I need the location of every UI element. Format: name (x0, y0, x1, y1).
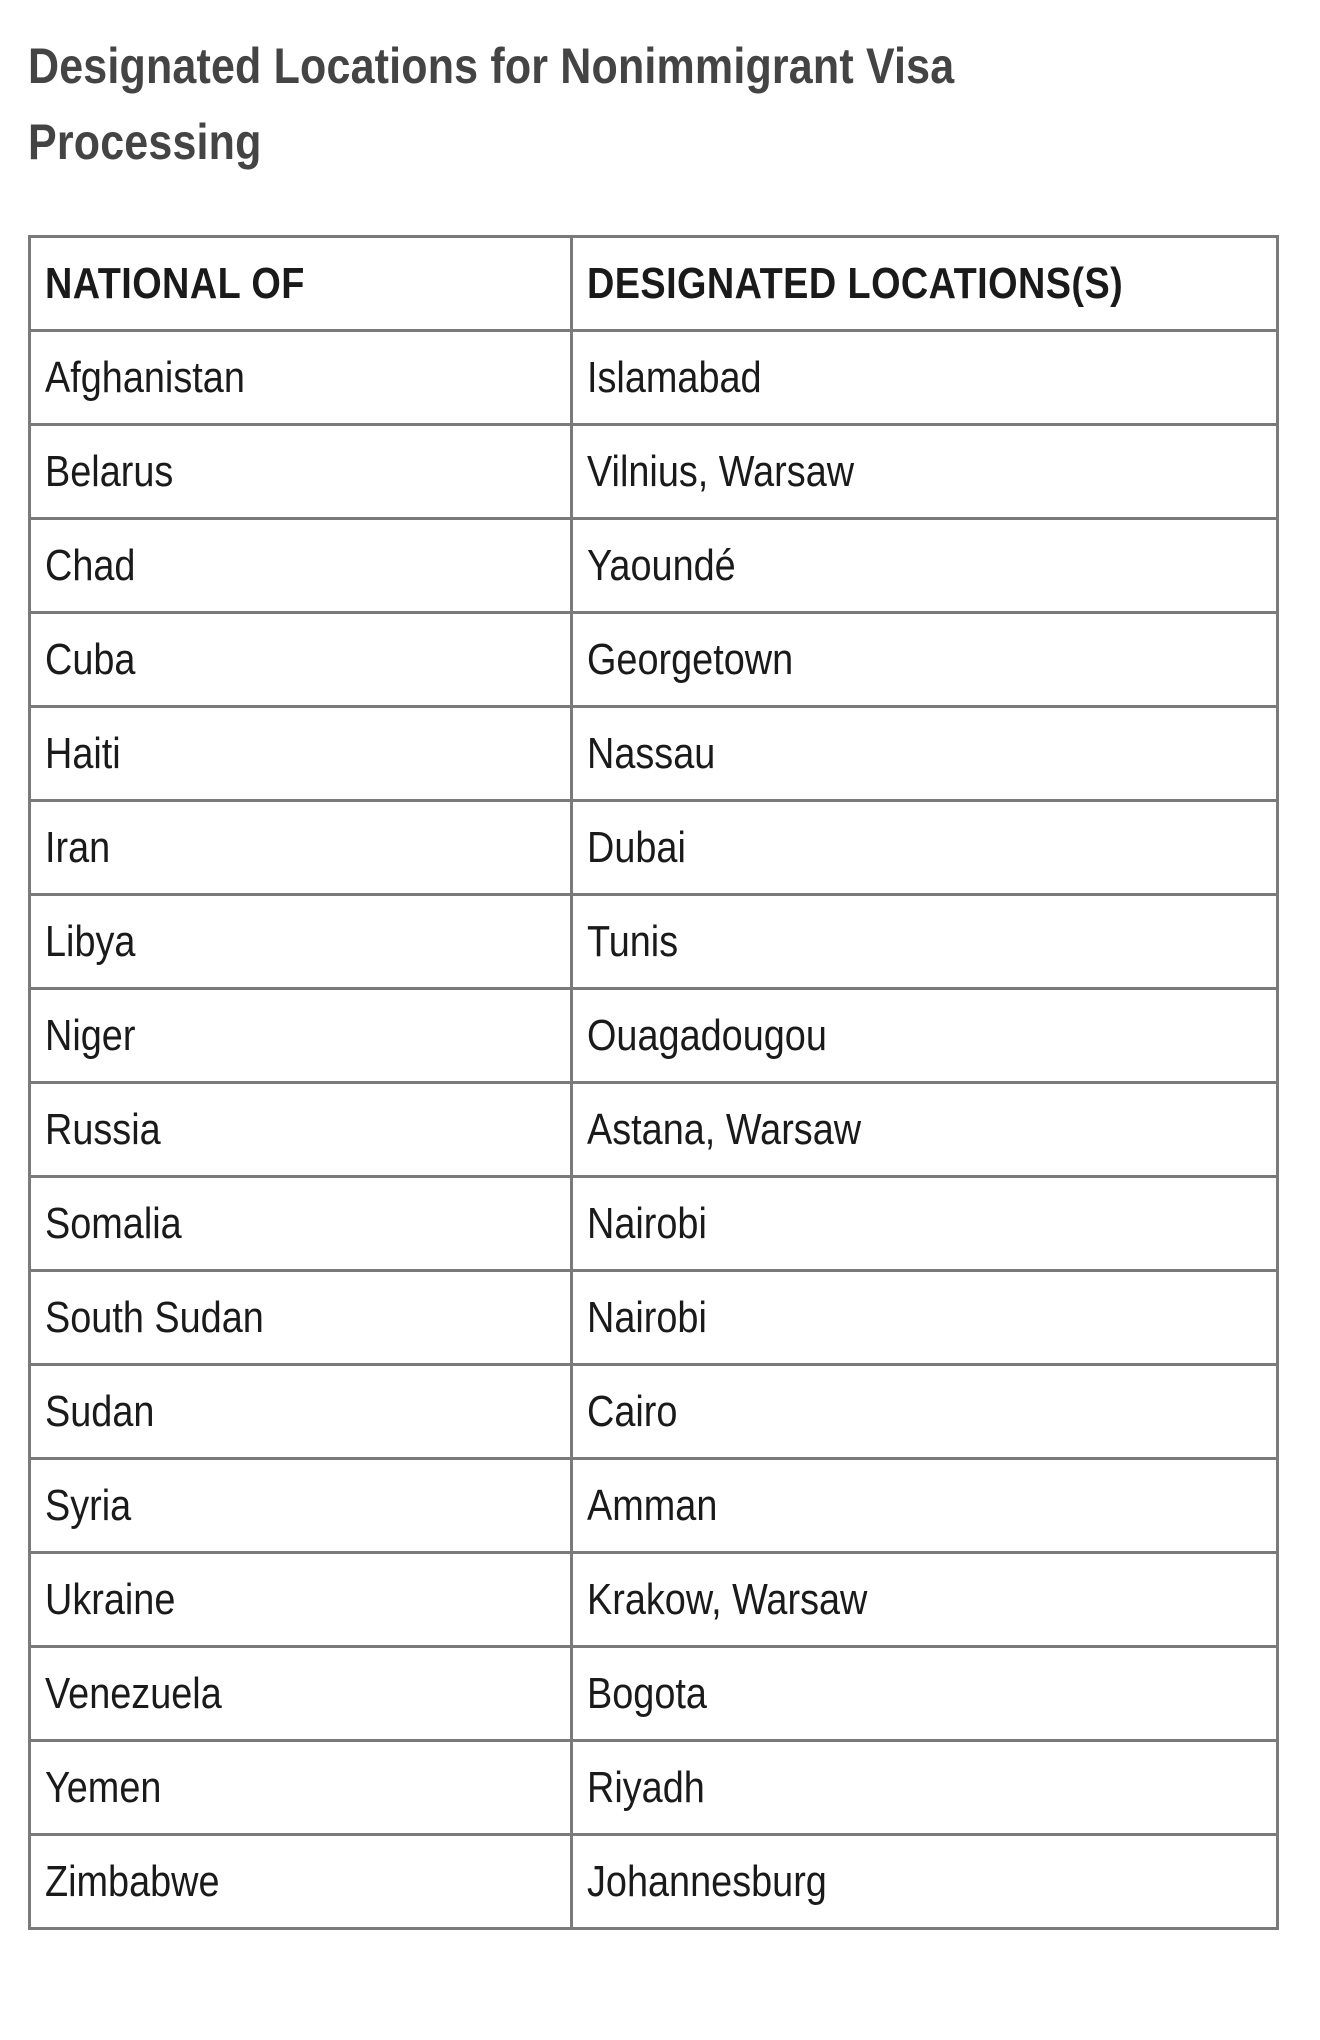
page-title: Designated Locations for Nonimmigrant Visa Processing (28, 38, 955, 170)
table-row (30, 801, 1278, 895)
table-row (30, 1835, 1278, 1929)
table-row (30, 613, 1278, 707)
designated-location-cell: Yaoundé (572, 519, 1278, 613)
table-row (30, 425, 1278, 519)
national-of-cell: Russia (30, 1083, 572, 1177)
designated-location-cell: Nairobi (572, 1177, 1278, 1271)
national-of-cell: Sudan (30, 1365, 572, 1459)
table-row (30, 895, 1278, 989)
table-row (30, 989, 1278, 1083)
table-row (30, 519, 1278, 613)
designated-location-cell: Tunis (572, 895, 1278, 989)
national-of-cell: Iran (30, 801, 572, 895)
designated-location-cell: Vilnius, Warsaw (572, 425, 1278, 519)
national-of-cell: Chad (30, 519, 572, 613)
designated-locations-table (28, 235, 1279, 1930)
designated-location-cell: Johannesburg (572, 1835, 1278, 1929)
designated-location-cell: Riyadh (572, 1741, 1278, 1835)
national-of-cell: Venezuela (30, 1647, 572, 1741)
table-row (30, 331, 1278, 425)
table-row (30, 1083, 1278, 1177)
national-of-cell: South Sudan (30, 1271, 572, 1365)
designated-location-cell: Dubai (572, 801, 1278, 895)
national-of-cell: Zimbabwe (30, 1835, 572, 1929)
designated-location-cell: Islamabad (572, 331, 1278, 425)
table-row (30, 707, 1278, 801)
national-of-cell: Yemen (30, 1741, 572, 1835)
national-of-cell: Libya (30, 895, 572, 989)
designated-location-cell: Amman (572, 1459, 1278, 1553)
document-page (28, 28, 1278, 1906)
designated-location-cell: Nassau (572, 707, 1278, 801)
designated-location-cell: Krakow, Warsaw (572, 1553, 1278, 1647)
national-of-cell: Ukraine (30, 1553, 572, 1647)
designated-location-cell: Astana, Warsaw (572, 1083, 1278, 1177)
national-of-cell: Belarus (30, 425, 572, 519)
table-row (30, 1177, 1278, 1271)
designated-location-cell: Ouagadougou (572, 989, 1278, 1083)
national-of-cell: Niger (30, 989, 572, 1083)
table-row (30, 1365, 1278, 1459)
designated-location-cell: Cairo (572, 1365, 1278, 1459)
national-of-cell: Syria (30, 1459, 572, 1553)
table-row (30, 1459, 1278, 1553)
national-of-cell: Somalia (30, 1177, 572, 1271)
designated-location-cell: Georgetown (572, 613, 1278, 707)
table-header-row (30, 237, 1278, 331)
column-header-designated-locations: DESIGNATED LOCATIONS(S) (572, 237, 1278, 331)
column-header-national-of: NATIONAL OF (30, 237, 572, 331)
national-of-cell: Cuba (30, 613, 572, 707)
national-of-cell: Haiti (30, 707, 572, 801)
table-row (30, 1741, 1278, 1835)
table-row (30, 1271, 1278, 1365)
designated-location-cell: Nairobi (572, 1271, 1278, 1365)
national-of-cell: Afghanistan (30, 331, 572, 425)
designated-location-cell: Bogota (572, 1647, 1278, 1741)
table-row (30, 1553, 1278, 1647)
table-row (30, 1647, 1278, 1741)
